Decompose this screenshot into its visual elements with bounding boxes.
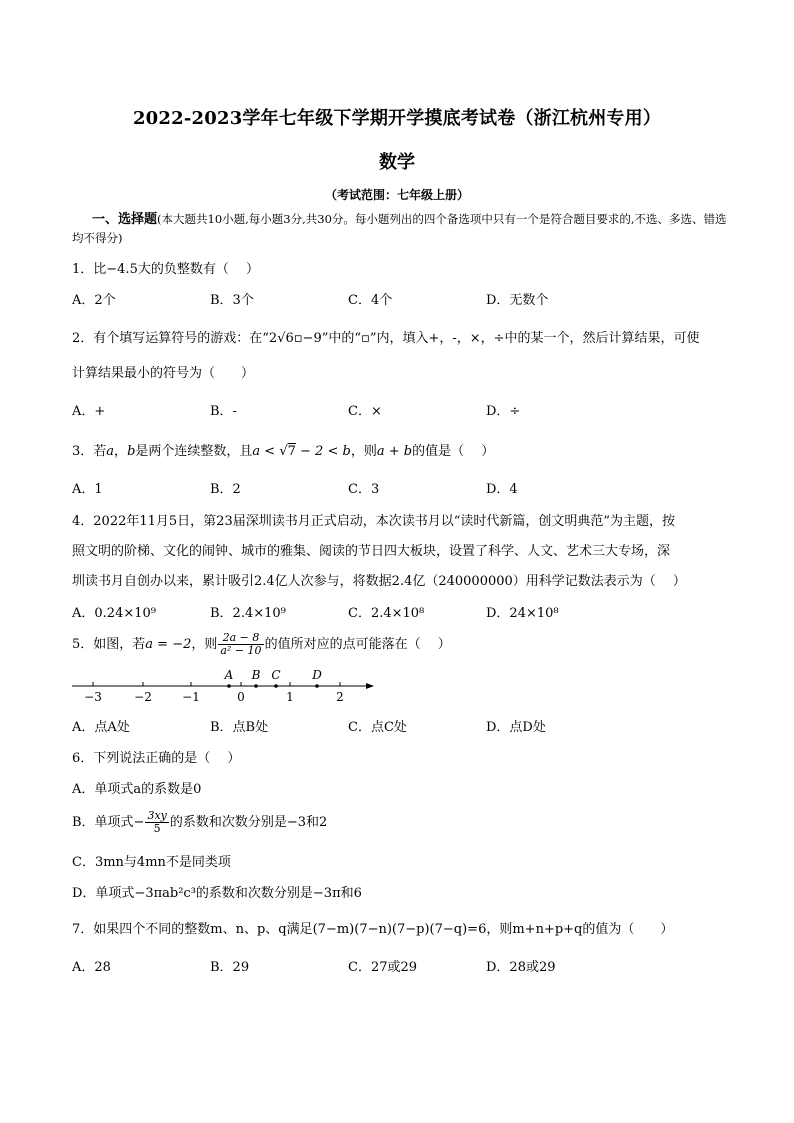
q5-middle: ，则 [191,637,218,652]
q6-option-c: C．3mn与4mn不是同类项 [72,855,231,870]
number-line-point [315,684,319,688]
number-line-point-label: D [312,668,322,682]
q3-ineq-left: a < √ [252,444,288,459]
q3-var-b: b [127,444,136,459]
q3-option-a: A．1 [72,482,103,497]
number-line-point-label: B [251,668,261,682]
exam-title: 2022-2023学年七年级下学期开学摸底考试卷（浙江杭州专用） [132,108,662,129]
q1-option-a: A．2个 [72,293,116,308]
q5-fraction [218,632,263,657]
number-line-tick-label: 2 [336,690,344,704]
q7-option-d: D．28或29 [486,960,556,975]
q5-condition: a = −2 [145,637,192,652]
number-line-tick-label: −2 [134,690,152,704]
q5-prefix: 5．如图，若 [72,637,146,652]
q3-post1: ，则 [350,444,377,459]
q7-option-c: C．27或29 [348,960,418,975]
number-line-point [254,684,258,688]
q4-option-c: C．2.4×10⁸ [348,606,425,621]
question-4-stem-line1: 4．2022年11月5日，第23届深圳读书月正式启动，本次读书月以“读时代新篇，创文明典范”为主题，按 [72,514,676,529]
q3-var-a: a [106,444,115,459]
number-line-tick-label: 0 [237,690,245,704]
q3-separator: ， [114,444,128,459]
question-4-stem-line2: 照文明的阶梯、文化的闹钟、城市的雅集、阅读的节日四大板块，设置了科学、人文、艺术三大专场，深 [72,544,671,559]
q3-prefix: 3．若 [72,444,107,459]
q6-b-fraction [145,810,168,835]
q7-option-b: B．29 [210,960,250,975]
q5-option-b: B．点B处 [210,720,269,735]
q3-option-c: C．3 [348,482,380,497]
q5-option-d: D．点D处 [486,720,546,735]
number-line-point [274,684,278,688]
q5-option-c: C．点C处 [348,720,407,735]
q7-option-a: A．28 [72,960,111,975]
q1-option-d: D．无数个 [486,293,549,308]
q6-option-a: A．单项式a的系数是0 [72,782,202,797]
question-5-stem [72,632,451,657]
q6-option-d: D．单项式−3πab²c³的系数和次数分别是−3π和6 [72,886,362,901]
number-line-tick-label: 1 [286,690,294,704]
question-1-stem: 1．比−4.5大的负整数有（ ） [72,262,259,277]
question-2-stem-line2: 计算结果最小的符号为（ ） [72,366,255,381]
q6-b-denominator: 5 [153,822,161,835]
number-line-tick-label: −1 [182,690,200,704]
q3-radicand: 7 [287,444,296,459]
q3-post2: 的值是（ ） [412,444,495,459]
q3-option-d: D．4 [486,482,518,497]
q5-post: 的值所对应的点可能落在（ ） [264,637,451,652]
number-line-arrow [366,683,374,689]
q6-option-b [72,810,327,835]
q4-option-a: A．0.24×10⁹ [72,606,156,621]
number-line-point-label: C [271,668,281,682]
number-line-tick-label: −3 [84,690,102,704]
exam-scope: （考试范围：七年级上册） [324,188,469,202]
q5-denominator: a² − 10 [220,644,262,657]
q3-middle: 是两个连续整数，且 [135,444,253,459]
question-2-stem-line1: 2．有个填写运算符号的游戏：在“2√6▫−9”中的“▫”内，填入+，-，×，÷中的某一个，然后计算结果，可使 [72,331,700,346]
q3-ineq-right: − 2 < b [295,444,351,459]
q6-b-numerator: 3xy [147,809,167,822]
q1-option-c: C．4个 [348,293,393,308]
q3-sum: a + b [376,444,413,459]
q2-option-a: A．+ [72,404,106,419]
q3-option-b: B．2 [210,482,241,497]
number-line-point-label: A [224,668,234,682]
q2-option-b: B．- [210,404,237,419]
number-line-point [227,684,231,688]
q6-b-post: 的系数和次数分别是−3和2 [169,815,328,830]
q4-option-b: B．2.4×10⁹ [210,606,286,621]
q6-b-prefix: B．单项式− [72,815,145,830]
q4-option-d: D．24×10⁸ [486,606,559,621]
q1-option-b: B．3个 [210,293,254,308]
question-3-stem [72,440,494,459]
section-heading [72,210,732,248]
q2-option-c: C．× [348,404,382,419]
question-4-stem-line3: 圳读书月自创办以来，累计吸引2.4亿人次参与，将数据2.4亿（240000000）用科学记数法表示为（ ） [72,574,686,589]
number-line-figure [70,664,380,704]
q2-option-d: D．÷ [486,404,521,419]
question-7-stem: 7．如果四个不同的整数m、n、p、q满足(7−m)(7−n)(7−p)(7−q)=6，则m+n+p+q的值为（ ） [72,922,674,937]
section-title: 一、选择题 [92,212,158,227]
q5-option-a: A．点A处 [72,720,130,735]
section-note: (本大题共10小题,每小题3分,共30分。每小题列出的四个备选项中只有一个是符合题目要求的,不选、多选、错选均不得分) [72,212,727,245]
question-6-stem: 6．下列说法正确的是（ ） [72,751,241,766]
q5-numerator: 2a − 8 [218,632,263,645]
exam-subject: 数学 [379,152,415,173]
